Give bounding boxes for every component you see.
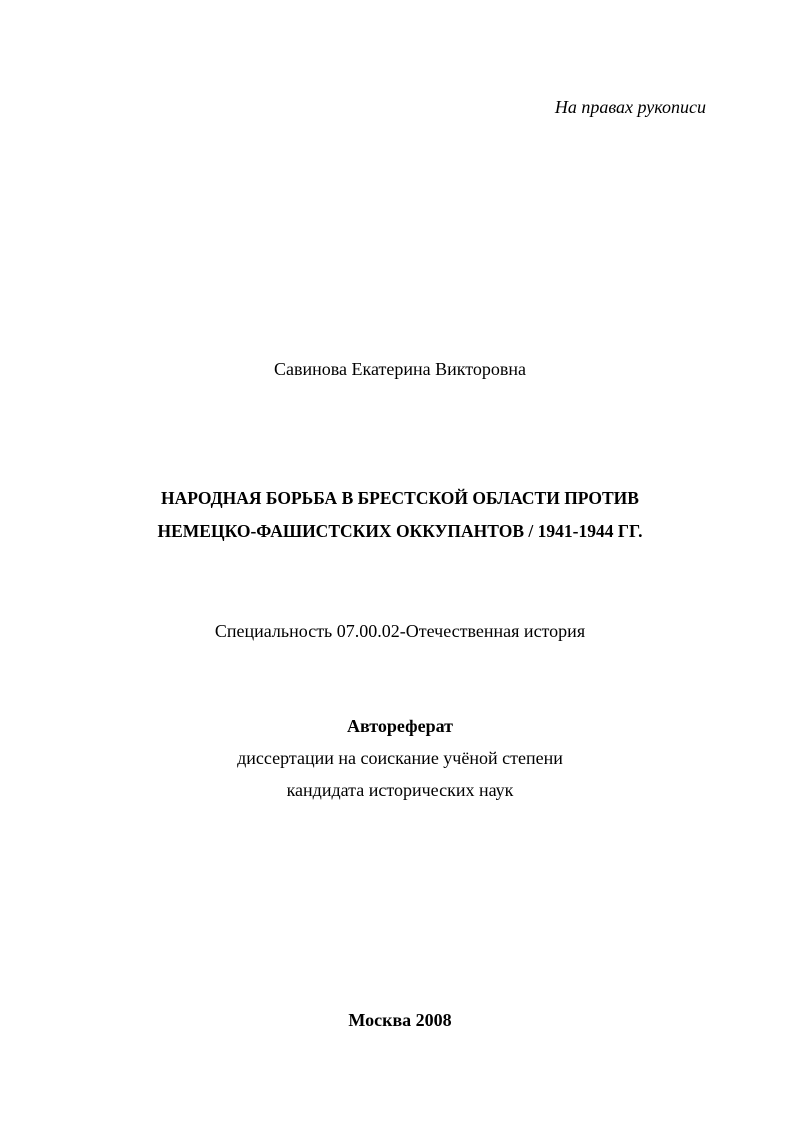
manuscript-note: На правах рукописи	[554, 97, 706, 117]
abstract-description-line-2: кандидата исторических наук	[286, 780, 514, 800]
city-year: Москва 2008	[348, 1010, 452, 1030]
author-name: Савинова Екатерина Викторовна	[273, 359, 526, 379]
title-line-2: НЕМЕЦКО-ФАШИСТСКИХ ОККУПАНТОВ / 1941-1944 ГГ.	[157, 521, 643, 541]
abstract-label: Автореферат	[347, 716, 453, 736]
abstract-description-line-1: диссертации на соискание учёной степени	[237, 748, 563, 768]
title-line-1: НАРОДНАЯ БОРЬБА В БРЕСТСКОЙ ОБЛАСТИ ПРОТИВ	[161, 488, 639, 508]
specialty-text: Специальность 07.00.02-Отечественная история	[214, 621, 586, 641]
